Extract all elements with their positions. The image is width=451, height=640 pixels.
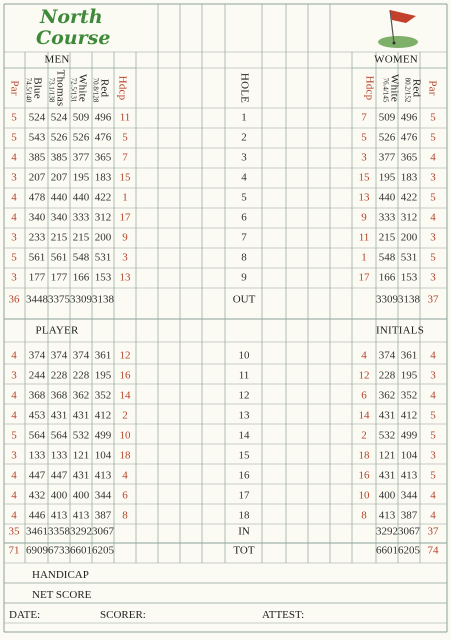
back-hole-10-wpar: 4 xyxy=(430,349,436,362)
front-hole-4-blue: 207 xyxy=(28,171,46,184)
back-hole-11-thomas: 228 xyxy=(50,369,68,382)
back-hole-17-mhdcp: 6 xyxy=(122,489,128,502)
back-hole-18-white: 413 xyxy=(72,509,90,522)
out-white: 3309 xyxy=(70,293,92,306)
back-hole-15-blue: 133 xyxy=(28,449,46,462)
back-hole-15-wred: 104 xyxy=(400,449,418,462)
hole-header: HOLE xyxy=(238,72,251,104)
women-col-white-rating: 76.4/145 xyxy=(381,77,390,103)
front-hole-5-par: 4 xyxy=(11,191,17,204)
back-hole-13-hole: 13 xyxy=(238,409,250,422)
in-white: 3292 xyxy=(70,525,92,538)
back-hole-13-par: 4 xyxy=(11,409,17,422)
back-hole-13-thomas: 431 xyxy=(50,409,68,422)
back-hole-18-whdcp: 8 xyxy=(361,509,367,522)
men-col-red-rating: 70.8/128 xyxy=(91,77,100,103)
back-hole-18-wred: 387 xyxy=(400,509,418,522)
back-hole-17-wwhite: 400 xyxy=(378,489,396,502)
golf-flag-icon xyxy=(376,6,424,50)
front-hole-5-thomas: 440 xyxy=(50,191,68,204)
front-hole-6-wwhite: 333 xyxy=(378,211,396,224)
back-hole-16-par: 4 xyxy=(11,469,17,482)
front-hole-9-whdcp: 17 xyxy=(358,271,370,284)
front-hole-6-thomas: 340 xyxy=(50,211,68,224)
front-hole-9-red: 153 xyxy=(94,271,112,284)
date-label: DATE: xyxy=(9,609,41,621)
front-hole-3-thomas: 385 xyxy=(50,151,68,164)
front-hole-7-whdcp: 11 xyxy=(358,231,370,244)
back-hole-12-blue: 368 xyxy=(28,389,46,402)
back-hole-14-par: 5 xyxy=(11,429,17,442)
out-par: 36 xyxy=(8,293,20,306)
men-col-white: White xyxy=(76,74,89,102)
front-hole-7-hole: 7 xyxy=(241,231,247,244)
back-hole-10-wred: 361 xyxy=(400,349,418,362)
back-hole-10-par: 4 xyxy=(11,349,17,362)
women-col-par: Par xyxy=(426,80,439,96)
back-hole-11-wwhite: 228 xyxy=(378,369,396,382)
back-hole-15-mhdcp: 18 xyxy=(119,449,131,462)
back-hole-11-par: 3 xyxy=(11,369,17,382)
front-hole-2-wwhite: 526 xyxy=(378,131,396,144)
back-hole-18-wwhite: 413 xyxy=(378,509,396,522)
back-hole-15-whdcp: 18 xyxy=(358,449,370,462)
back-hole-14-blue: 564 xyxy=(28,429,46,442)
front-hole-5-wpar: 5 xyxy=(430,191,436,204)
scorer-label: SCORER: xyxy=(100,609,146,621)
front-hole-2-wred: 476 xyxy=(400,131,418,144)
front-hole-9-thomas: 177 xyxy=(50,271,68,284)
front-hole-7-wred: 200 xyxy=(400,231,418,244)
men-col-hdcp: Hdcp xyxy=(116,75,129,101)
back-hole-12-white: 362 xyxy=(72,389,90,402)
front-hole-1-wpar: 5 xyxy=(430,111,436,124)
back-hole-13-white: 431 xyxy=(72,409,90,422)
front-hole-1-thomas: 524 xyxy=(50,111,68,124)
back-hole-17-blue: 432 xyxy=(28,489,46,502)
back-hole-13-mhdcp: 2 xyxy=(122,409,128,422)
in-women-white: 3292 xyxy=(376,525,398,538)
front-hole-1-mhdcp: 11 xyxy=(119,111,131,124)
front-hole-6-red: 312 xyxy=(94,211,112,224)
front-hole-6-blue: 340 xyxy=(28,211,46,224)
women-col-white: White xyxy=(388,74,401,102)
front-hole-9-wwhite: 166 xyxy=(378,271,396,284)
front-hole-7-wwhite: 215 xyxy=(378,231,396,244)
front-hole-3-wpar: 4 xyxy=(430,151,436,164)
front-hole-7-white: 215 xyxy=(72,231,90,244)
front-hole-7-thomas: 215 xyxy=(50,231,68,244)
front-hole-8-hole: 8 xyxy=(241,251,247,264)
front-hole-6-wpar: 4 xyxy=(430,211,436,224)
back-hole-16-mhdcp: 4 xyxy=(122,469,128,482)
front-hole-8-par: 5 xyxy=(11,251,17,264)
back-hole-18-blue: 446 xyxy=(28,509,46,522)
tot-blue: 6909 xyxy=(26,544,48,557)
front-hole-3-hole: 3 xyxy=(241,151,247,164)
back-hole-14-thomas: 564 xyxy=(50,429,68,442)
front-hole-3-whdcp: 3 xyxy=(361,151,367,164)
front-hole-2-wpar: 5 xyxy=(430,131,436,144)
back-hole-15-red: 104 xyxy=(94,449,112,462)
in-par: 35 xyxy=(8,525,20,538)
back-hole-18-hole: 18 xyxy=(238,509,250,522)
front-hole-7-par: 3 xyxy=(11,231,17,244)
tot-women-white: 6601 xyxy=(376,544,398,557)
back-hole-14-wred: 499 xyxy=(400,429,418,442)
men-col-thomas: Thomas xyxy=(54,69,67,107)
out-women-red: 3138 xyxy=(398,293,420,306)
front-hole-4-wwhite: 195 xyxy=(378,171,396,184)
women-col-red-rating: 80.2/152 xyxy=(403,77,412,103)
women-col-hdcp: Hdcp xyxy=(363,75,376,101)
front-hole-7-red: 200 xyxy=(94,231,112,244)
front-hole-5-whdcp: 13 xyxy=(358,191,370,204)
front-hole-1-wwhite: 509 xyxy=(378,111,396,124)
back-hole-18-par: 4 xyxy=(11,509,17,522)
tot-par: 71 xyxy=(8,544,20,557)
front-hole-1-par: 5 xyxy=(11,111,17,124)
front-hole-8-wwhite: 548 xyxy=(378,251,396,264)
front-hole-4-white: 195 xyxy=(72,171,90,184)
front-hole-6-whdcp: 9 xyxy=(361,211,367,224)
back-hole-16-wpar: 5 xyxy=(430,469,436,482)
front-hole-3-wwhite: 377 xyxy=(378,151,396,164)
women-col-red: Red xyxy=(410,78,423,98)
in-label: IN xyxy=(238,525,250,538)
back-hole-13-whdcp: 14 xyxy=(358,409,370,422)
out-women-white: 3309 xyxy=(376,293,398,306)
men-col-blue-rating: 74.5/140 xyxy=(24,77,33,103)
back-hole-13-blue: 453 xyxy=(28,409,46,422)
tot-women-par: 74 xyxy=(427,544,439,557)
front-hole-2-blue: 543 xyxy=(28,131,46,144)
player-label: PLAYER xyxy=(35,324,79,337)
back-hole-13-red: 412 xyxy=(94,409,112,422)
handicap-label: HANDICAP xyxy=(32,569,89,581)
in-red: 3067 xyxy=(92,525,114,538)
front-hole-6-wred: 312 xyxy=(400,211,418,224)
back-hole-10-wwhite: 374 xyxy=(378,349,396,362)
back-hole-12-par: 4 xyxy=(11,389,17,402)
front-hole-4-red: 183 xyxy=(94,171,112,184)
back-hole-13-wwhite: 431 xyxy=(378,409,396,422)
front-hole-2-hole: 2 xyxy=(241,131,247,144)
back-hole-17-wpar: 4 xyxy=(430,489,436,502)
back-hole-14-white: 532 xyxy=(72,429,90,442)
front-hole-7-blue: 233 xyxy=(28,231,46,244)
back-hole-15-wpar: 3 xyxy=(430,449,436,462)
back-hole-17-thomas: 400 xyxy=(50,489,68,502)
front-hole-4-wpar: 3 xyxy=(430,171,436,184)
front-hole-4-hole: 4 xyxy=(241,171,247,184)
back-hole-14-wpar: 5 xyxy=(430,429,436,442)
back-hole-11-blue: 244 xyxy=(28,369,46,382)
back-hole-12-thomas: 368 xyxy=(50,389,68,402)
back-hole-15-white: 121 xyxy=(72,449,90,462)
tot-red: 6205 xyxy=(92,544,114,557)
back-hole-18-thomas: 413 xyxy=(50,509,68,522)
back-hole-18-mhdcp: 8 xyxy=(122,509,128,522)
out-blue: 3448 xyxy=(26,293,48,306)
front-hole-1-whdcp: 7 xyxy=(361,111,367,124)
front-hole-2-par: 5 xyxy=(11,131,17,144)
men-col-white-rating: 72.5/131 xyxy=(69,77,78,103)
front-hole-4-mhdcp: 15 xyxy=(119,171,131,184)
logo-line-1: North xyxy=(40,6,103,28)
front-hole-8-wred: 531 xyxy=(400,251,418,264)
front-hole-2-white: 526 xyxy=(72,131,90,144)
back-hole-11-hole: 11 xyxy=(238,369,250,382)
front-hole-9-mhdcp: 13 xyxy=(119,271,131,284)
back-hole-11-mhdcp: 16 xyxy=(119,369,131,382)
back-hole-18-wpar: 4 xyxy=(430,509,436,522)
tot-label: TOT xyxy=(233,544,255,557)
back-hole-16-whdcp: 16 xyxy=(358,469,370,482)
back-hole-16-wred: 413 xyxy=(400,469,418,482)
front-hole-3-mhdcp: 7 xyxy=(122,151,128,164)
back-hole-14-hole: 14 xyxy=(238,429,250,442)
back-hole-17-whdcp: 10 xyxy=(358,489,370,502)
front-hole-4-wred: 183 xyxy=(400,171,418,184)
back-hole-10-mhdcp: 12 xyxy=(119,349,131,362)
back-hole-16-white: 431 xyxy=(72,469,90,482)
front-hole-9-par: 3 xyxy=(11,271,17,284)
out-women-par: 37 xyxy=(427,293,439,306)
back-hole-15-par: 3 xyxy=(11,449,17,462)
back-hole-15-hole: 15 xyxy=(238,449,250,462)
front-hole-7-mhdcp: 9 xyxy=(122,231,128,244)
initials-label: INITIALS xyxy=(375,324,425,337)
front-hole-5-wwhite: 440 xyxy=(378,191,396,204)
back-hole-10-blue: 374 xyxy=(28,349,46,362)
back-hole-10-thomas: 374 xyxy=(50,349,68,362)
back-hole-15-wwhite: 121 xyxy=(378,449,396,462)
back-hole-17-par: 4 xyxy=(11,489,17,502)
tot-women-red: 6205 xyxy=(398,544,420,557)
back-hole-16-hole: 16 xyxy=(238,469,250,482)
out-red: 3138 xyxy=(92,293,114,306)
in-women-red: 3067 xyxy=(398,525,420,538)
front-hole-1-hole: 1 xyxy=(241,111,247,124)
front-hole-2-red: 476 xyxy=(94,131,112,144)
back-hole-17-hole: 17 xyxy=(238,489,250,502)
front-hole-6-white: 333 xyxy=(72,211,90,224)
back-hole-10-red: 361 xyxy=(94,349,112,362)
front-hole-4-thomas: 207 xyxy=(50,171,68,184)
front-hole-8-mhdcp: 3 xyxy=(122,251,128,264)
men-col-thomas-rating: 73.1/138 xyxy=(47,77,56,103)
back-hole-15-thomas: 133 xyxy=(50,449,68,462)
men-col-red: Red xyxy=(98,78,111,98)
front-hole-6-par: 4 xyxy=(11,211,17,224)
front-hole-1-white: 509 xyxy=(72,111,90,124)
back-hole-13-wred: 412 xyxy=(400,409,418,422)
front-hole-4-whdcp: 15 xyxy=(358,171,370,184)
back-hole-12-red: 352 xyxy=(94,389,112,402)
front-hole-9-wred: 153 xyxy=(400,271,418,284)
in-women-par: 37 xyxy=(427,525,439,538)
back-hole-10-whdcp: 4 xyxy=(361,349,367,362)
front-hole-5-hole: 5 xyxy=(241,191,247,204)
front-hole-5-blue: 478 xyxy=(28,191,46,204)
back-hole-11-white: 228 xyxy=(72,369,90,382)
front-hole-6-hole: 6 xyxy=(241,211,247,224)
back-hole-12-hole: 12 xyxy=(238,389,250,402)
front-hole-6-mhdcp: 17 xyxy=(119,211,131,224)
back-hole-13-wpar: 5 xyxy=(430,409,436,422)
front-hole-8-thomas: 561 xyxy=(50,251,68,264)
men-header: MEN xyxy=(44,53,70,66)
in-blue: 3461 xyxy=(26,525,48,538)
back-hole-14-wwhite: 532 xyxy=(378,429,396,442)
back-hole-17-white: 400 xyxy=(72,489,90,502)
front-hole-8-wpar: 5 xyxy=(430,251,436,264)
back-hole-16-red: 413 xyxy=(94,469,112,482)
back-hole-11-whdcp: 12 xyxy=(358,369,370,382)
front-hole-3-red: 365 xyxy=(94,151,112,164)
front-hole-5-wred: 422 xyxy=(400,191,418,204)
women-header: WOMEN xyxy=(374,53,418,66)
back-hole-14-mhdcp: 10 xyxy=(119,429,131,442)
front-hole-8-blue: 561 xyxy=(28,251,46,264)
back-hole-10-white: 374 xyxy=(72,349,90,362)
back-hole-12-whdcp: 6 xyxy=(361,389,367,402)
back-hole-14-red: 499 xyxy=(94,429,112,442)
front-hole-8-whdcp: 1 xyxy=(361,251,367,264)
front-hole-1-blue: 524 xyxy=(28,111,46,124)
front-hole-2-mhdcp: 5 xyxy=(122,131,128,144)
front-hole-3-wred: 365 xyxy=(400,151,418,164)
back-hole-12-wred: 352 xyxy=(400,389,418,402)
back-hole-16-wwhite: 431 xyxy=(378,469,396,482)
out-thomas: 3375 xyxy=(48,293,70,306)
back-hole-11-wpar: 3 xyxy=(430,369,436,382)
back-hole-14-whdcp: 2 xyxy=(361,429,367,442)
front-hole-7-wpar: 3 xyxy=(430,231,436,244)
front-hole-5-white: 440 xyxy=(72,191,90,204)
front-hole-4-par: 3 xyxy=(11,171,17,184)
net-score-label: NET SCORE xyxy=(32,589,92,601)
back-hole-12-wpar: 4 xyxy=(430,389,436,402)
front-hole-9-wpar: 3 xyxy=(430,271,436,284)
front-hole-1-red: 496 xyxy=(94,111,112,124)
front-hole-5-mhdcp: 1 xyxy=(122,191,128,204)
front-hole-2-whdcp: 5 xyxy=(361,131,367,144)
front-hole-3-blue: 385 xyxy=(28,151,46,164)
back-hole-16-blue: 447 xyxy=(28,469,46,482)
back-hole-17-wred: 344 xyxy=(400,489,418,502)
back-hole-18-red: 387 xyxy=(94,509,112,522)
front-hole-8-red: 531 xyxy=(94,251,112,264)
front-hole-2-thomas: 526 xyxy=(50,131,68,144)
in-thomas: 3358 xyxy=(48,525,70,538)
back-hole-12-mhdcp: 14 xyxy=(119,389,131,402)
front-hole-5-red: 422 xyxy=(94,191,112,204)
out-label: OUT xyxy=(232,293,256,306)
attest-label: ATTEST: xyxy=(262,609,305,621)
front-hole-3-white: 377 xyxy=(72,151,90,164)
front-hole-9-hole: 9 xyxy=(241,271,247,284)
front-hole-9-white: 166 xyxy=(72,271,90,284)
tot-white: 6601 xyxy=(70,544,92,557)
logo-line-2: Course xyxy=(36,27,111,49)
back-hole-10-hole: 10 xyxy=(238,349,250,362)
back-hole-12-wwhite: 362 xyxy=(378,389,396,402)
front-hole-8-white: 548 xyxy=(72,251,90,264)
men-col-par: Par xyxy=(8,80,21,96)
back-hole-17-red: 344 xyxy=(94,489,112,502)
tot-thomas: 6733 xyxy=(48,544,70,557)
back-hole-11-red: 195 xyxy=(94,369,112,382)
front-hole-3-par: 4 xyxy=(11,151,17,164)
front-hole-1-wred: 496 xyxy=(400,111,418,124)
back-hole-11-wred: 195 xyxy=(400,369,418,382)
men-col-blue: Blue xyxy=(31,77,44,99)
front-hole-9-blue: 177 xyxy=(28,271,46,284)
back-hole-16-thomas: 447 xyxy=(50,469,68,482)
